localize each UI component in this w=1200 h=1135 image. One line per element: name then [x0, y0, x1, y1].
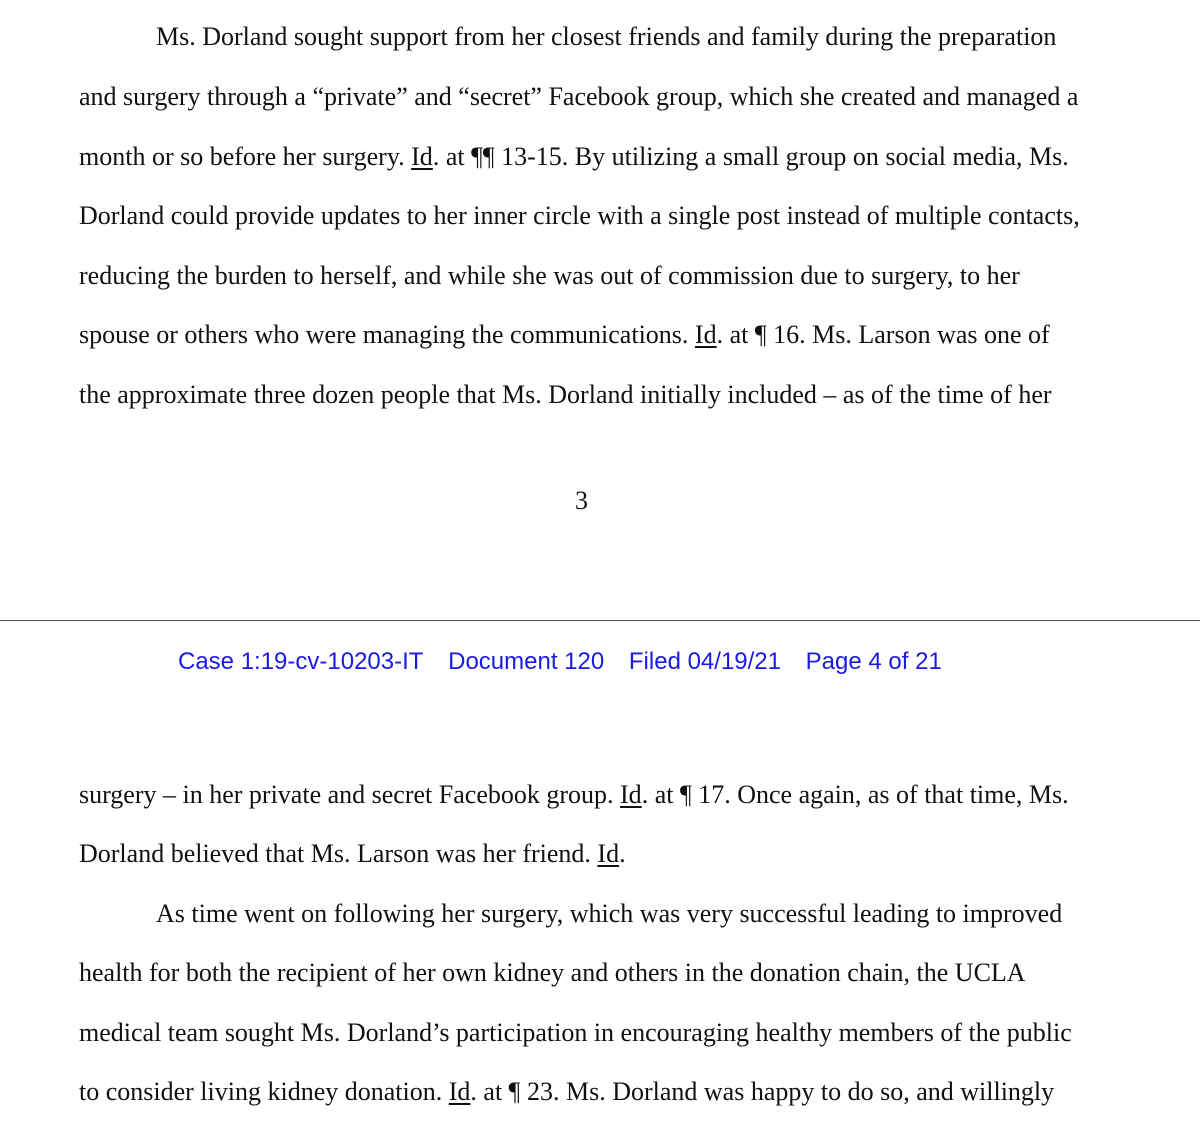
text-line: [79, 320, 1050, 350]
text-line: [79, 142, 1069, 172]
text-segment: . at ¶ 23. Ms. Dorland was happy to do so, and willingly: [470, 1077, 1055, 1106]
text-line: [156, 899, 1062, 929]
text-line: [79, 780, 1069, 810]
text-segment: Dorland believed that Ms. Larson was her friend.: [79, 839, 598, 868]
page-indicator: Page 4 of 21: [805, 648, 942, 675]
page-divider: [0, 620, 1200, 621]
citation-id: Id: [597, 839, 620, 868]
text-segment: Dorland could provide updates to her inner circle with a single post instead of multiple contacts,: [79, 201, 1080, 230]
text-line: [79, 1018, 1072, 1048]
text-segment: to consider living kidney donation.: [79, 1077, 449, 1106]
text-segment: . at ¶¶ 13-15. By utilizing a small group on social media, Ms.: [432, 142, 1069, 171]
text-segment: surgery – in her private and secret Facebook group.: [79, 780, 621, 809]
citation-id: Id: [620, 780, 642, 809]
text-segment: .: [619, 839, 626, 868]
text-line: [79, 839, 626, 869]
page-number: 3: [575, 486, 588, 515]
case-number: Case 1:19-cv-10203-IT: [178, 648, 424, 675]
text-segment: spouse or others who were managing the communications.: [79, 320, 695, 349]
text-segment: health for both the recipient of her own kidney and others in the donation chain, the UCLA: [79, 958, 1026, 987]
text-line: [156, 22, 1056, 52]
text-line: [79, 201, 1080, 231]
text-segment: As time went on following her surgery, which was very successful leading to improved: [156, 899, 1063, 928]
text-segment: . at ¶ 16. Ms. Larson was one of: [716, 320, 1050, 349]
text-line: [79, 380, 1052, 410]
citation-id: Id: [448, 1077, 471, 1106]
text-segment: Ms. Dorland sought support from her closest friends and family during the preparation: [156, 22, 1057, 51]
text-line: [79, 82, 1078, 112]
citation-id: Id: [694, 320, 717, 349]
text-segment: the approximate three dozen people that Ms. Dorland initially included – as of the time of her: [79, 380, 1052, 409]
text-segment: medical team sought Ms. Dorland’s participation in encouraging healthy members of the public: [79, 1018, 1072, 1047]
document-number: Document 120: [448, 648, 605, 675]
citation-id: Id: [411, 142, 433, 171]
case-header: [178, 647, 942, 677]
text-line: [79, 1077, 1054, 1107]
text-segment: reducing the burden to herself, and while she was out of commission due to surgery, to her: [79, 261, 1020, 290]
text-segment: and surgery through a “private” and “secret” Facebook group, which she created and managed a: [79, 82, 1079, 111]
text-segment: month or so before her surgery.: [79, 142, 412, 171]
text-line: [79, 958, 1026, 988]
text-segment: . at ¶ 17. Once again, as of that time, Ms.: [641, 780, 1069, 809]
text-line: [79, 261, 1020, 291]
filed-date: Filed 04/19/21: [628, 648, 781, 675]
